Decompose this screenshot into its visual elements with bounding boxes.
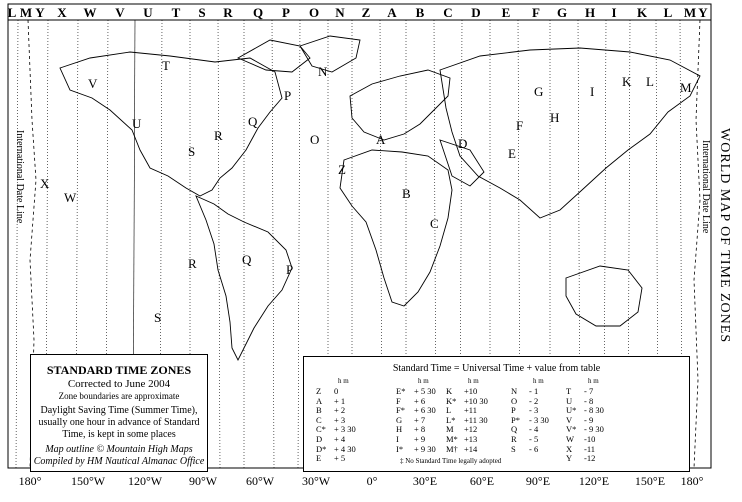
zone-offset: +10 30 bbox=[464, 395, 488, 406]
zone-code: I* bbox=[396, 443, 404, 454]
zone-letter: F bbox=[532, 5, 540, 20]
zone-letter: K bbox=[636, 5, 648, 20]
zone-letter: H bbox=[584, 5, 596, 20]
zone-letter: X bbox=[57, 5, 67, 20]
zone-table-row bbox=[396, 445, 436, 455]
zone-code: T bbox=[566, 386, 572, 396]
zone-offset: + 6 30 bbox=[414, 405, 436, 416]
zone-code: E* bbox=[396, 386, 406, 396]
longitude-label: 90°E bbox=[525, 474, 551, 488]
zone-label: Q bbox=[248, 114, 258, 129]
zone-code: Z bbox=[316, 386, 322, 396]
zone-offset: + 1 bbox=[334, 395, 346, 406]
zone-offset: - 7 bbox=[584, 386, 594, 396]
zone-offset: + 3 bbox=[334, 414, 346, 425]
zone-letter: S bbox=[198, 5, 206, 20]
legend-credit-2: Compiled by HM Nautical Almanac Office bbox=[33, 456, 205, 467]
zone-letter: L bbox=[663, 5, 673, 20]
zone-offset: -11 bbox=[584, 443, 596, 454]
zone-letter: N bbox=[335, 5, 345, 20]
zone-offset: +11 30 bbox=[464, 414, 488, 425]
zone-letter: Q bbox=[252, 5, 264, 20]
zone-label: U bbox=[132, 116, 142, 131]
zone-table-column bbox=[566, 387, 604, 464]
legend-credit-1: Map outline © Mountain High Maps bbox=[45, 444, 193, 455]
longitude-label: 30°W bbox=[301, 474, 331, 488]
zone-label: I bbox=[590, 84, 595, 99]
zone-offset: - 1 bbox=[529, 386, 539, 396]
zone-code: M* bbox=[446, 433, 458, 444]
hm-header: h m bbox=[338, 377, 349, 385]
zone-code: U* bbox=[566, 405, 577, 416]
zone-code: C* bbox=[316, 424, 326, 435]
zone-label: F bbox=[516, 118, 524, 133]
zone-letter: C bbox=[443, 5, 453, 20]
zone-label: Z bbox=[338, 162, 346, 177]
zone-code: F bbox=[396, 395, 401, 406]
zone-offset: + 3 30 bbox=[334, 424, 356, 435]
zone-offset: + 6 bbox=[414, 395, 426, 406]
zone-label: B bbox=[402, 186, 411, 201]
zone-offset: 0 bbox=[334, 386, 339, 396]
zone-letter: P bbox=[282, 5, 290, 20]
zone-code: M† bbox=[446, 443, 458, 454]
zone-label: Q bbox=[242, 252, 252, 267]
zone-label: P bbox=[286, 262, 294, 277]
legend-dst-3: Time, is kept in some places bbox=[62, 429, 176, 440]
zone-offset: + 8 bbox=[414, 424, 426, 435]
zone-code: D* bbox=[316, 443, 327, 454]
zone-code: L* bbox=[446, 414, 456, 425]
zone-code: E bbox=[316, 453, 322, 464]
zone-table-column bbox=[396, 387, 436, 454]
zone-label: G bbox=[534, 84, 544, 99]
zone-letter: A bbox=[387, 5, 397, 20]
zone-table-row bbox=[446, 445, 488, 455]
note-text: No Standard Time legally adopted bbox=[405, 457, 502, 465]
longitude-label: 180° bbox=[18, 474, 42, 488]
zone-code: M bbox=[446, 424, 454, 435]
zone-offset: + 5 bbox=[334, 453, 346, 464]
zone-label: V bbox=[88, 76, 98, 91]
zone-label: O bbox=[310, 132, 320, 147]
zone-letter: G bbox=[556, 5, 568, 20]
longitude-label: 60°W bbox=[245, 474, 275, 488]
zone-letter: Z bbox=[361, 5, 371, 20]
zone-offset: - 3 30 bbox=[529, 414, 549, 425]
zone-code: V bbox=[566, 414, 573, 425]
zone-offset: + 2 bbox=[334, 405, 346, 416]
zone-offset: - 8 bbox=[584, 395, 594, 406]
zone-letter: M bbox=[19, 5, 33, 20]
longitude-label: 150°E bbox=[634, 474, 666, 488]
zone-offset: + 9 bbox=[414, 433, 426, 444]
zone-offset: + 4 30 bbox=[334, 443, 356, 454]
zone-code: O bbox=[511, 395, 518, 406]
longitude-label: 90°W bbox=[188, 474, 218, 488]
zone-code: K bbox=[446, 386, 453, 396]
hm-header: h m bbox=[533, 377, 544, 385]
zone-offset: - 4 bbox=[529, 424, 539, 435]
zone-label: N bbox=[318, 64, 328, 79]
zone-offset: +13 bbox=[464, 433, 478, 444]
zone-letter: V bbox=[115, 5, 125, 20]
zone-label: M bbox=[680, 80, 692, 95]
map-title: WORLD MAP OF TIME ZONES bbox=[717, 128, 732, 344]
standard-time-zones-legend bbox=[30, 354, 208, 472]
zone-letter: U bbox=[143, 5, 153, 20]
zone-code: W bbox=[566, 433, 575, 444]
zone-offset: - 9 30 bbox=[584, 424, 604, 435]
zone-table-row bbox=[511, 445, 549, 455]
zone-code: S bbox=[511, 443, 516, 454]
legend-subtitle: Corrected to June 2004 bbox=[67, 378, 171, 390]
zone-offset: + 9 30 bbox=[414, 443, 436, 454]
zone-offset: - 8 30 bbox=[584, 405, 604, 416]
zone-offset: - 5 bbox=[529, 433, 539, 444]
zone-label: W bbox=[64, 190, 77, 205]
zone-offset: +12 bbox=[464, 424, 478, 435]
longitude-label: 60°E bbox=[469, 474, 495, 488]
zone-letter: L bbox=[7, 5, 17, 20]
zone-code: H bbox=[396, 424, 403, 435]
zone-label: S bbox=[188, 144, 196, 159]
zone-letter: T bbox=[171, 5, 181, 20]
zone-offset: - 9 bbox=[584, 414, 594, 425]
hm-header: h m bbox=[588, 377, 599, 385]
zone-table-column bbox=[316, 387, 356, 464]
zone-table-column bbox=[511, 387, 549, 454]
zone-letter: W bbox=[83, 5, 97, 20]
zone-label: E bbox=[508, 146, 516, 161]
zone-code: P* bbox=[511, 414, 520, 425]
zone-label: D bbox=[458, 136, 468, 151]
hm-header: h m bbox=[468, 377, 479, 385]
zone-code: P bbox=[511, 405, 516, 416]
zone-label: R bbox=[214, 128, 223, 143]
zone-code: D bbox=[316, 433, 323, 444]
zone-code: A bbox=[316, 395, 323, 406]
zone-code: G bbox=[396, 414, 403, 425]
no-standard-time-note: ‡ No Standard Time legally adopted bbox=[400, 457, 502, 465]
longitude-label: 30°E bbox=[412, 474, 438, 488]
zone-label: C bbox=[430, 216, 439, 231]
zone-offset: +14 bbox=[464, 443, 478, 454]
zone-code: Y bbox=[566, 453, 573, 464]
zone-code: L bbox=[446, 405, 452, 416]
zone-label: A bbox=[376, 132, 386, 147]
zone-offset: +10 bbox=[464, 386, 478, 396]
zone-label: R bbox=[188, 256, 197, 271]
zone-code: Q bbox=[511, 424, 518, 435]
zone-label: S bbox=[154, 310, 162, 325]
zone-code: V* bbox=[566, 424, 577, 435]
hm-header: h m bbox=[418, 377, 429, 385]
zone-letter: E bbox=[501, 5, 511, 20]
zone-offset: + 7 bbox=[414, 414, 426, 425]
zone-label: P bbox=[284, 88, 292, 103]
zone-label: T bbox=[162, 58, 170, 73]
zone-code: K* bbox=[446, 395, 457, 406]
longitude-label: 120°E bbox=[578, 474, 610, 488]
zone-code: X bbox=[566, 443, 573, 454]
zone-table-row bbox=[566, 454, 604, 464]
zone-offset: -12 bbox=[584, 453, 596, 464]
zone-letter: O bbox=[308, 5, 320, 20]
longitude-label: 180° bbox=[680, 474, 704, 488]
zone-letter: Y bbox=[698, 5, 708, 20]
zone-label: X bbox=[40, 176, 50, 191]
zone-offset: + 5 30 bbox=[414, 386, 436, 396]
legend-dst-2: usually one hour in advance of Standard bbox=[38, 417, 200, 428]
zone-letter: Y bbox=[35, 5, 45, 20]
zone-offset: - 6 bbox=[529, 443, 539, 454]
zone-offset: -10 bbox=[584, 433, 596, 444]
zone-code: N bbox=[511, 386, 518, 396]
zone-label: H bbox=[550, 110, 560, 125]
zone-code: B bbox=[316, 405, 322, 416]
zone-code: R bbox=[511, 433, 517, 444]
date-line-label-right: International Date Line bbox=[700, 140, 711, 234]
zone-offset-table bbox=[303, 356, 690, 472]
zone-letter: B bbox=[415, 5, 425, 20]
zone-code: C bbox=[316, 414, 322, 425]
date-line-label-left: International Date Line bbox=[14, 130, 25, 224]
table-heading: Standard Time = Universal Time + value from table bbox=[392, 363, 601, 374]
zone-letter: I bbox=[611, 5, 617, 20]
zone-table-row bbox=[316, 454, 356, 464]
zone-letter: M bbox=[683, 5, 697, 20]
zone-letter: D bbox=[471, 5, 481, 20]
legend-title: STANDARD TIME ZONES bbox=[46, 363, 192, 377]
longitude-label: 150°W bbox=[70, 474, 106, 488]
zone-offset: +11 bbox=[464, 405, 477, 416]
zone-offset: - 2 bbox=[529, 395, 539, 406]
longitude-label: 0° bbox=[366, 474, 378, 488]
legend-approx: Zone boundaries are approximate bbox=[58, 391, 180, 401]
zone-label: K bbox=[622, 74, 632, 89]
longitude-label: 120°W bbox=[127, 474, 163, 488]
legend-dst-1: Daylight Saving Time (Summer Time), bbox=[40, 405, 198, 416]
zone-code: F* bbox=[396, 405, 405, 416]
zone-code: U bbox=[566, 395, 573, 406]
zone-table-column bbox=[446, 387, 488, 454]
zone-label: L bbox=[646, 74, 654, 89]
zone-offset: + 4 bbox=[334, 433, 346, 444]
zone-code: I bbox=[396, 433, 399, 444]
zone-offset: - 3 bbox=[529, 405, 539, 416]
zone-letter: R bbox=[223, 5, 233, 20]
